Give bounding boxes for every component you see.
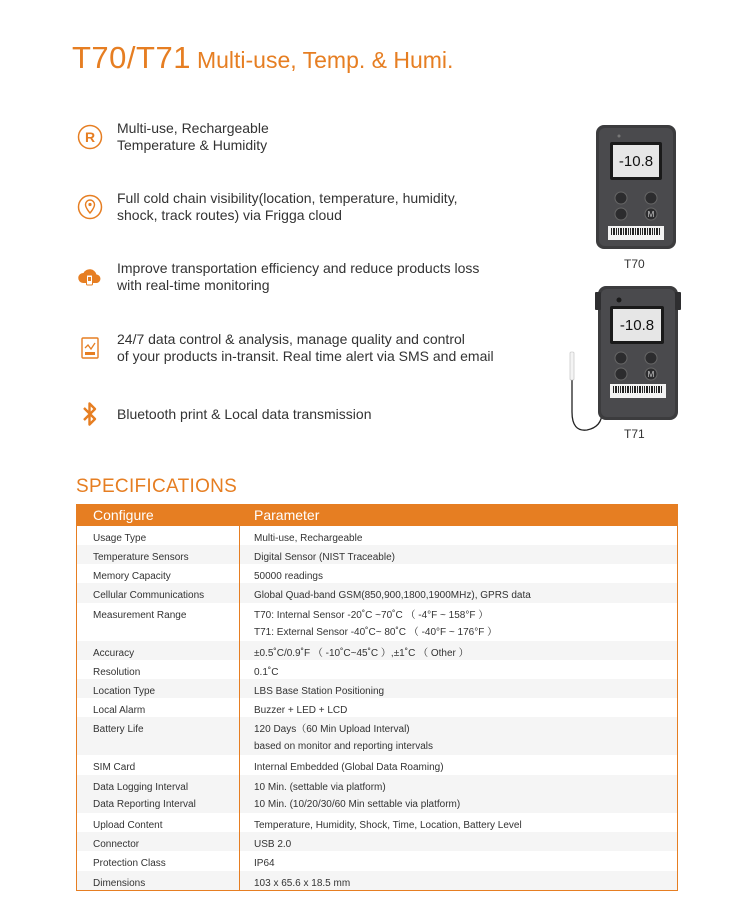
page-subtitle: Multi-use, Temp. & Humi. [196, 47, 454, 73]
table-row [77, 564, 677, 583]
spec-name: Protection Class [77, 851, 240, 871]
feature-text: Full cold chain visibility(location, temperature, humidity, shock, track routes) via Frigga cloud [117, 190, 458, 223]
table-row [77, 603, 677, 641]
spec-value: Digital Sensor (NIST Traceable) [254, 552, 395, 563]
spec-name: Dimensions [77, 871, 240, 890]
bluetooth-icon [76, 400, 104, 428]
spec-name: SIM Card [77, 755, 240, 775]
r-circle-icon [76, 123, 104, 151]
feature-text: Bluetooth print & Local data transmission [117, 405, 372, 422]
t70-label: T70 [624, 257, 645, 271]
spec-name: Accuracy [77, 641, 240, 660]
table-row [77, 679, 677, 698]
svg-text:R: R [84, 129, 96, 145]
feature-item-visibility [76, 190, 556, 224]
page-title [72, 40, 453, 76]
table-row [77, 545, 677, 564]
spec-value: 50000 readings [254, 571, 323, 582]
table-row [77, 641, 677, 660]
table-header [77, 504, 677, 526]
spec-name: Local Alarm [77, 698, 240, 717]
header-parameter: Parameter [254, 507, 320, 523]
feature-text: 24/7 data control & analysis, manage quality and control of your products in-transit. Real time alert via SMS and email [117, 331, 494, 364]
specifications-table [76, 504, 678, 891]
t71-label: T71 [624, 427, 645, 441]
feature-item-analysis [76, 331, 556, 365]
feature-item-bluetooth [76, 400, 556, 428]
location-pin-icon [76, 193, 104, 221]
table-row [77, 832, 677, 851]
spec-value: 10 Min. (settable via platform) 10 Min. (10/20/30/60 Min settable via platform) [254, 782, 461, 810]
spec-name: Usage Type [77, 526, 240, 545]
spec-value: T70: Internal Sensor -20˚C ~70˚C （ -4°F ~ 158°F ） T71: External Sensor -40˚C~ 80˚C （ -40°F ~ 176°F ） [254, 610, 498, 638]
table-row [77, 775, 677, 813]
spec-value: Temperature, Humidity, Shock, Time, Location, Battery Level [254, 820, 522, 831]
spec-value: Internal Embedded (Global Data Roaming) [254, 762, 444, 773]
spec-value: 103 x 65.6 x 18.5 mm [254, 878, 351, 889]
spec-value: Global Quad-band GSM(850,900,1800,1900MHz), GPRS data [254, 590, 531, 601]
table-row [77, 698, 677, 717]
spec-name: Cellular Communications [77, 583, 240, 603]
spec-name: Battery Life [77, 717, 240, 755]
feature-text: Multi-use, Rechargeable Temperature & Humidity [117, 120, 269, 153]
spec-name: Location Type [77, 679, 240, 698]
svg-text:M: M [647, 370, 655, 379]
table-row [77, 583, 677, 603]
svg-text:M: M [647, 210, 655, 219]
feature-item-rechargeable [76, 120, 556, 154]
table-row [77, 851, 677, 871]
spec-name: Connector [77, 832, 240, 851]
spec-value: Multi-use, Rechargeable [254, 533, 363, 544]
spec-value: IP64 [254, 858, 275, 869]
t71-display-value: -10.8 [619, 317, 655, 334]
spec-name: Resolution [77, 660, 240, 679]
specifications-heading: SPECIFICATIONS [76, 476, 238, 497]
feature-text: Improve transportation efficiency and reduce products loss with real-time monitoring [117, 260, 480, 293]
table-row [77, 717, 677, 755]
spec-value: USB 2.0 [254, 839, 292, 850]
t70-device-image [594, 124, 678, 250]
header-configure: Configure [93, 507, 154, 523]
spec-value: Buzzer + LED + LCD [254, 705, 348, 716]
feature-item-efficiency [76, 260, 556, 294]
spec-value: 0.1˚C [254, 667, 279, 678]
spec-value: ±0.5˚C/0.9˚F （ -10˚C~45˚C ）,±1˚C （ Other ） [254, 648, 469, 659]
spec-value: 120 Days（60 Min Upload Interval) based on monitor and reporting intervals [254, 724, 433, 752]
table-row [77, 755, 677, 775]
table-row [77, 526, 677, 545]
report-icon [76, 334, 104, 362]
spec-name: Measurement Range [77, 603, 240, 641]
t70-display-value: -10.8 [618, 153, 654, 170]
spec-name: Upload Content [77, 813, 240, 832]
spec-value: LBS Base Station Positioning [254, 686, 385, 697]
table-row [77, 813, 677, 832]
spec-name: Data Logging Interval Data Reporting Interval [77, 775, 240, 813]
spec-name: Temperature Sensors [77, 545, 240, 564]
t71-device-image [562, 284, 686, 436]
spec-name: Memory Capacity [77, 564, 240, 583]
table-row [77, 660, 677, 679]
cloud-device-icon [76, 263, 104, 291]
table-row [77, 871, 677, 890]
model-name: T70/T71 [72, 40, 191, 75]
